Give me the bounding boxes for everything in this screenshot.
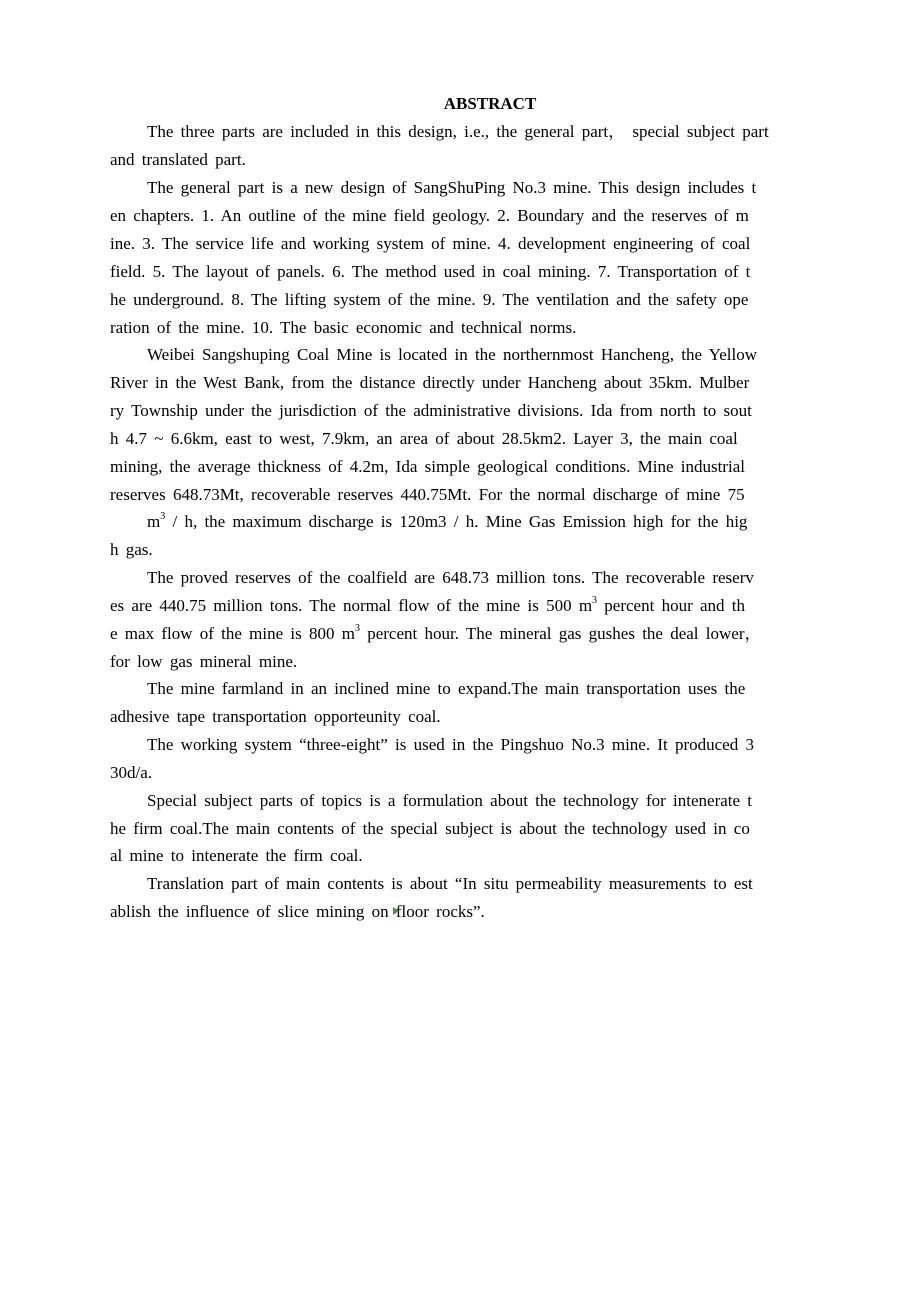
paragraph-line: he underground. 8. The lifting system of the mine. 9. The ventilation and the safety ope xyxy=(110,290,749,309)
paragraph-line: The general part is a new design of SangShuPing No.3 mine. This design includes t xyxy=(147,178,757,197)
paragraph-line: en chapters. 1. An outline of the mine field geology. 2. Boundary and the reserves of m xyxy=(110,206,749,225)
paragraph-line xyxy=(147,511,747,533)
paragraph-line: Weibei Sangshuping Coal Mine is located in the northernmost Hancheng, the Yellow xyxy=(147,345,758,364)
abstract-title: ABSTRACT xyxy=(443,94,537,113)
paragraph-line: 30d/a. xyxy=(110,763,153,782)
superscript: 3 xyxy=(592,595,598,607)
paragraph-line xyxy=(110,595,745,617)
paragraph-line: The mine farmland in an inclined mine to expand.The main transportation uses the xyxy=(147,679,746,698)
paragraph-line: ration of the mine. 10. The basic economic and technical norms. xyxy=(110,318,577,337)
paragraph-line: adhesive tape transportation opporteunity coal. xyxy=(110,707,441,726)
superscript: 3 xyxy=(354,623,360,635)
paragraph-line: The proved reserves of the coalfield are 648.73 million tons. The recoverable reserv xyxy=(147,568,754,587)
line-text: on floor rocks”. xyxy=(364,902,485,921)
line-text: es are 440.75 million tons. The normal flow of the mine is 500 m xyxy=(110,596,593,615)
line-text: percent hour and th xyxy=(597,596,745,615)
paragraph-line: he firm coal.The main contents of the special subject is about the technology used in co xyxy=(110,819,750,838)
paragraph-line: reserves 648.73Mt, recoverable reserves 440.75Mt. For the normal discharge of mine 75 xyxy=(110,485,745,504)
paragraph-line xyxy=(110,623,761,645)
paragraph-line: h 4.7 ~ 6.6km, east to west, 7.9km, an area of about 28.5km2. Layer 3, the main coal xyxy=(110,429,738,448)
paragraph-line: field. 5. The layout of panels. 6. The method used in coal mining. 7. Transportation of t xyxy=(110,262,751,281)
line-text: / h, the maximum discharge is 120m3 / h. Mine Gas Emission high for the hig xyxy=(165,512,748,531)
line-text: e max flow of the mine is 800 m xyxy=(110,624,355,643)
paragraph-line: ine. 3. The service life and working system of mine. 4. development engineering of coal xyxy=(110,234,751,253)
paragraph-line: and translated part. xyxy=(110,150,246,169)
paragraph-line: mining, the average thickness of 4.2m, Ida simple geological conditions. Mine industrial xyxy=(110,457,745,476)
paragraph-line: River in the West Bank, from the distance directly under Hancheng about 35km. Mulber xyxy=(110,373,750,392)
paragraph-line: h gas. xyxy=(110,540,153,559)
paragraph-line: for low gas mineral mine. xyxy=(110,652,298,671)
paragraph-line: The working system “three-eight” is used in the Pingshuo No.3 mine. It produced 3 xyxy=(147,735,754,754)
play-marker-icon xyxy=(393,907,399,915)
line-text: ablish the influence of slice mining xyxy=(110,902,365,921)
paragraph-line: The three parts are included in this design, i.e., the general part， special subject part xyxy=(147,122,769,141)
paragraph-line: ry Township under the jurisdiction of the administrative divisions. Ida from north to sout xyxy=(110,401,752,420)
superscript: 3 xyxy=(160,511,166,523)
paragraph-line: Translation part of main contents is about “In situ permeability measurements to est xyxy=(147,874,753,893)
paragraph-line xyxy=(110,901,485,923)
paragraph-line: al mine to intenerate the firm coal. xyxy=(110,846,363,865)
line-text: percent hour. The mineral gas gushes the deal lower， xyxy=(359,624,762,643)
paragraph-line: Special subject parts of topics is a formulation about the technology for intenerate t xyxy=(147,791,753,810)
unit-text: m xyxy=(147,512,161,531)
